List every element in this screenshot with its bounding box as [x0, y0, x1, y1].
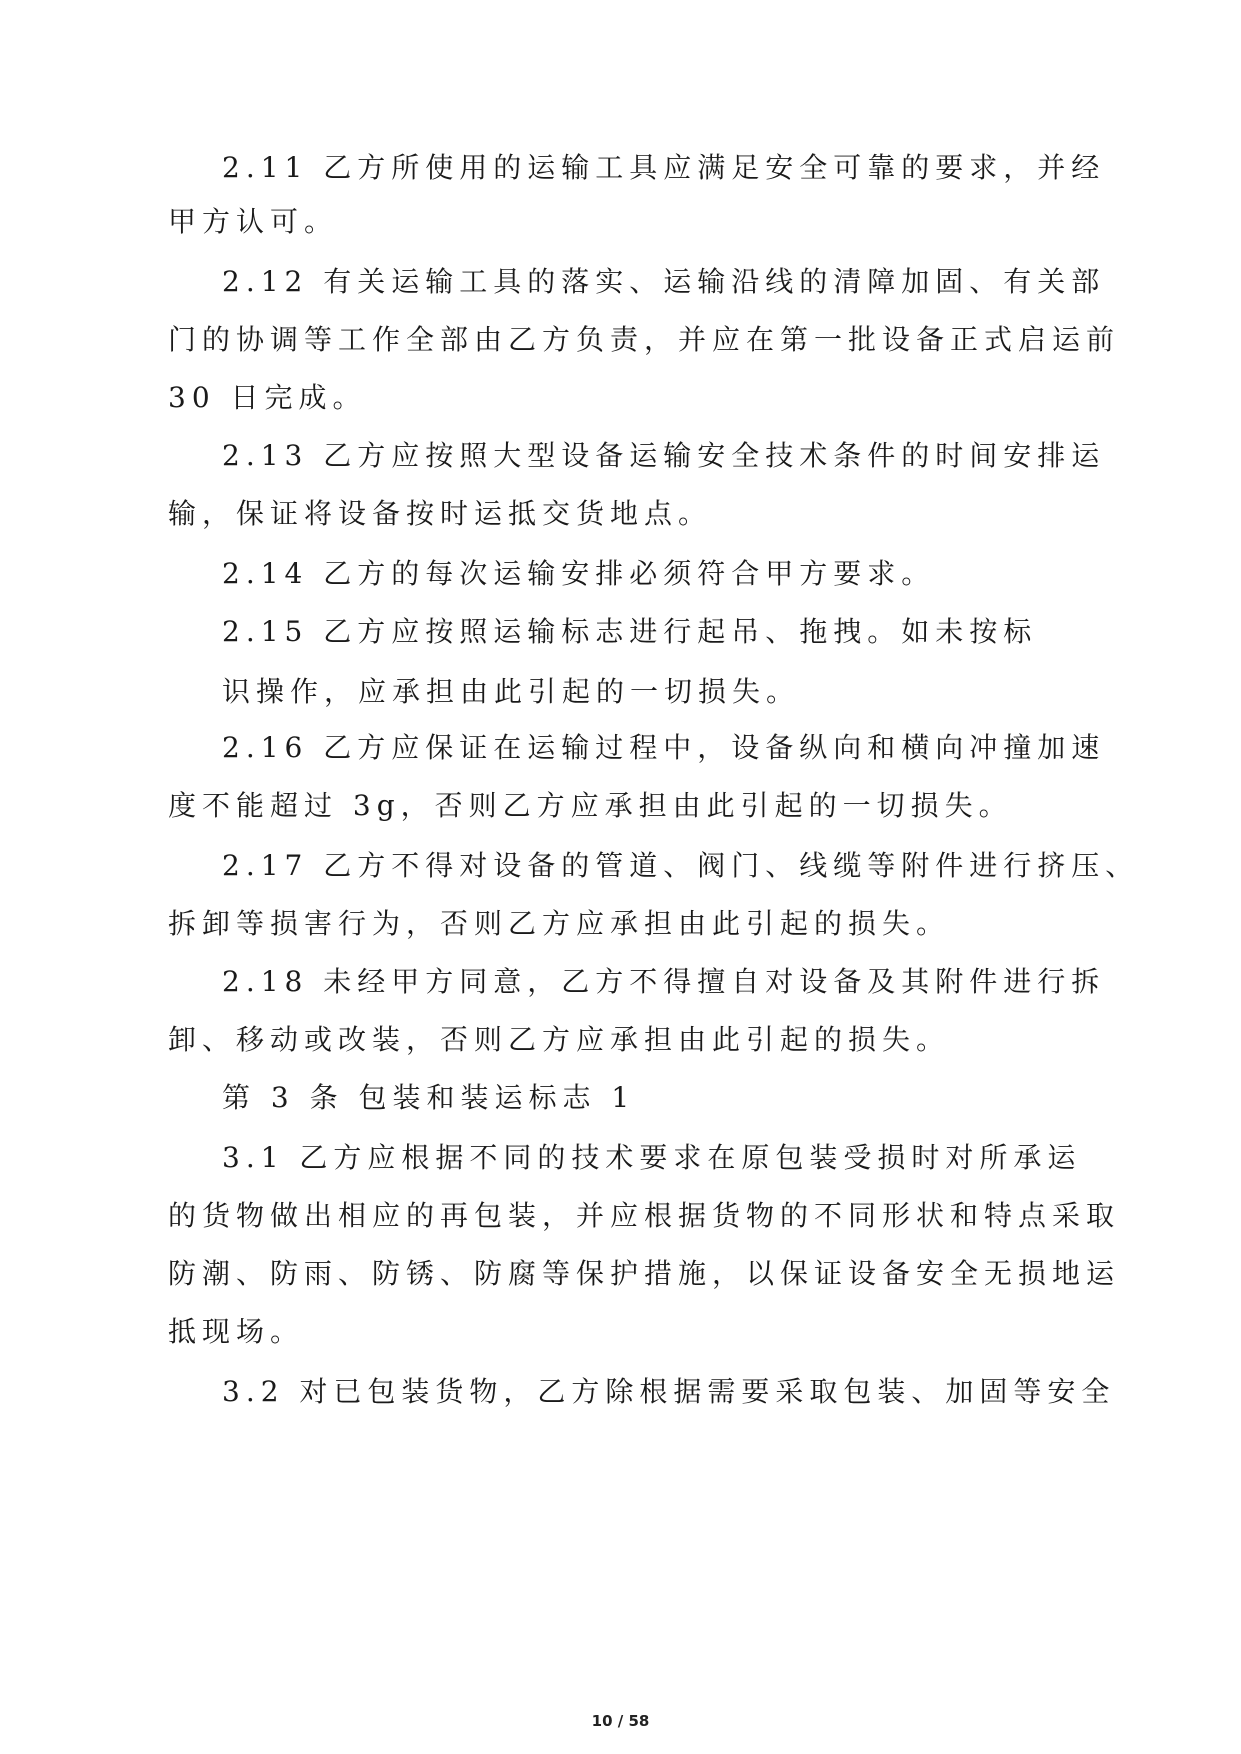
paragraph-line: 3.1 乙方应根据不同的技术要求在原包装受损时对所承运 — [222, 1141, 1082, 1174]
paragraph-line: 防潮、防雨、防锈、防腐等保护措施，以保证设备安全无损地运 — [168, 1257, 1121, 1290]
paragraph-line: 甲方认可。 — [168, 205, 339, 238]
paragraph-line: 抵现场。 — [168, 1315, 305, 1348]
paragraph-line: 输，保证将设备按时运抵交货地点。 — [168, 497, 713, 530]
paragraph-line: 2.16 乙方应保证在运输过程中，设备纵向和横向冲撞加速 — [222, 731, 1106, 764]
paragraph-line: 拆卸等损害行为，否则乙方应承担由此引起的损失。 — [168, 907, 951, 940]
paragraph-line: 门的协调等工作全部由乙方负责，并应在第一批设备正式启运前 — [168, 323, 1121, 356]
paragraph-line: 2.12 有关运输工具的落实、运输沿线的清障加固、有关部 — [222, 265, 1106, 298]
section-heading: 第 3 条 包装和装运标志 1 — [222, 1081, 636, 1114]
paragraph-line: 识操作，应承担由此引起的一切损失。 — [222, 675, 801, 708]
paragraph-line: 2.14 乙方的每次运输安排必须符合甲方要求。 — [222, 557, 936, 590]
page-number: 10 / 58 — [591, 1712, 650, 1730]
paragraph-line: 3.2 对已包装货物，乙方除根据需要采取包装、加固等安全 — [222, 1375, 1116, 1408]
paragraph-line: 卸、移动或改装，否则乙方应承担由此引起的损失。 — [168, 1023, 951, 1056]
paragraph-line: 2.18 未经甲方同意，乙方不得擅自对设备及其附件进行拆 — [222, 965, 1106, 998]
paragraph-line: 2.15 乙方应按照运输标志进行起吊、拖拽。如未按标 — [222, 615, 1038, 648]
paragraph-line: 30 日完成。 — [168, 381, 367, 414]
paragraph-line: 2.17 乙方不得对设备的管道、阀门、线缆等附件进行挤压、 — [222, 849, 1140, 882]
paragraph-line: 2.13 乙方应按照大型设备运输安全技术条件的时间安排运 — [222, 439, 1106, 472]
paragraph-line: 度不能超过 3g，否则乙方应承担由此引起的一切损失。 — [168, 789, 1013, 822]
paragraph-line: 的货物做出相应的再包装，并应根据货物的不同形状和特点采取 — [168, 1199, 1121, 1232]
paragraph-line: 2.11 乙方所使用的运输工具应满足安全可靠的要求，并经 — [222, 151, 1106, 184]
